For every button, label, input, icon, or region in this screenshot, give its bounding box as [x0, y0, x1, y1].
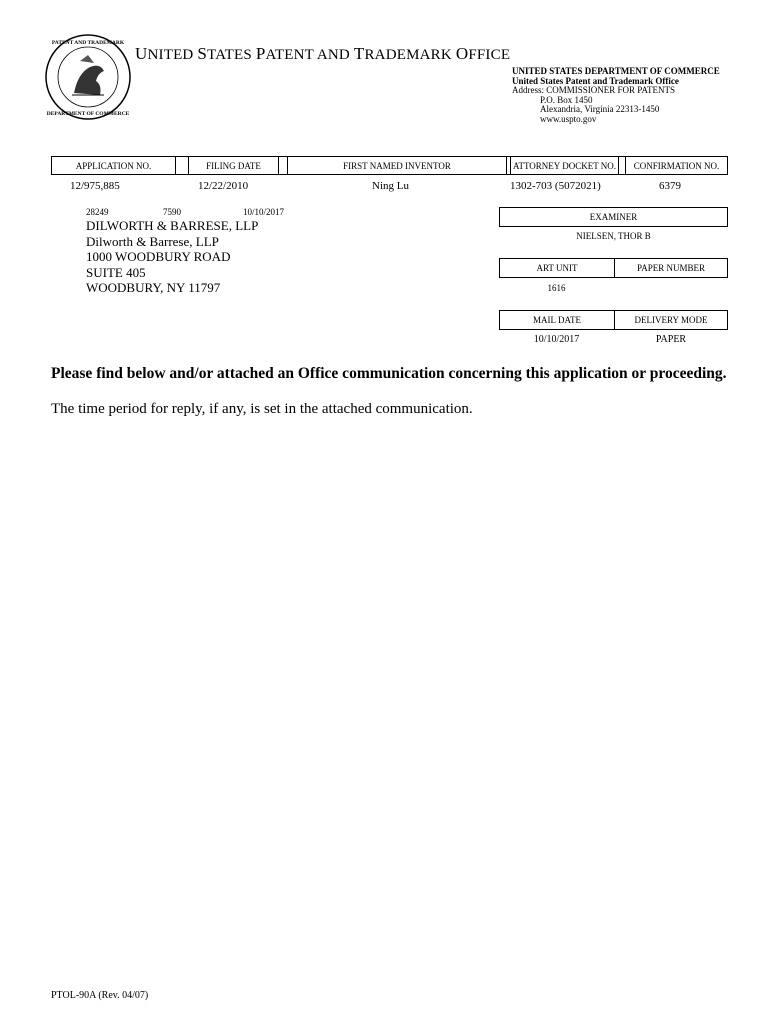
reply-period-text: The time period for reply, if any, is set in the attached communication. [51, 401, 473, 417]
address-firm: DILWORTH & BARRESE, LLP [86, 218, 259, 233]
examiner-box [499, 207, 728, 227]
mail-date-value: 10/10/2017 [533, 334, 580, 345]
address-line3: Alexandria, Virginia 22313-1450 [540, 104, 660, 114]
examiner-label: EXAMINER [589, 212, 638, 222]
office-title: UNITED STATES PATENT AND TRADEMARK OFFICE [135, 44, 511, 63]
filing-date-value: 12/22/2010 [198, 180, 249, 192]
col-confirmation-no: CONFIRMATION NO. [633, 160, 720, 171]
art-unit-label: ART UNIT [500, 259, 615, 277]
correspondence-date: 10/10/2017 [243, 207, 285, 217]
confirmation-no-value: 6379 [659, 180, 681, 192]
svg-text:DEPARTMENT OF COMMERCE: DEPARTMENT OF COMMERCE [46, 111, 130, 117]
paper-number-label: PAPER NUMBER [637, 263, 705, 273]
delivery-mode-value: PAPER [655, 334, 687, 345]
department-address [512, 67, 720, 124]
notice-text: Please find below and/or attached an Office communication concerning this application or proceeding. [51, 365, 727, 382]
form-identifier: PTOL-90A (Rev. 04/07) [51, 990, 149, 1001]
address-line1: Address: COMMISSIONER FOR PATENTS [512, 85, 675, 95]
uspto-seal-logo [44, 33, 132, 121]
address-street: 1000 WOODBURY ROAD [86, 249, 231, 264]
col-attorney-docket-no: ATTORNEY DOCKET NO. [511, 157, 619, 174]
col-filing-date: FILING DATE [189, 157, 279, 174]
mail-box [499, 310, 728, 330]
correspondence-code: 7590 [163, 207, 181, 217]
col-first-named-inventor: FIRST NAMED INVENTOR [288, 157, 507, 174]
address-suite: SUITE 405 [86, 264, 146, 280]
delivery-mode-label: DELIVERY MODE [634, 315, 708, 325]
art-unit-value: 1616 [547, 283, 566, 293]
application-no-value: 12/975,885 [70, 180, 120, 192]
svg-text:PATENT AND TRADEMARK: PATENT AND TRADEMARK [51, 40, 125, 46]
art-unit-box [499, 258, 728, 278]
department-name: UNITED STATES DEPARTMENT OF COMMERCE [512, 66, 720, 76]
examiner-value: NIELSEN, THOR B [576, 231, 651, 241]
application-info-header [51, 156, 728, 175]
address-firm-name: Dilworth & Barrese, LLP [86, 233, 219, 249]
mail-date-label: MAIL DATE [500, 311, 615, 329]
attorney-docket-value: 1302-703 (5072021) [510, 180, 601, 192]
agency-name: United States Patent and Trademark Office [512, 75, 679, 86]
address-city: WOODBURY, NY 11797 [86, 280, 221, 295]
col-application-no: APPLICATION NO. [52, 157, 176, 174]
correspondence-address [86, 218, 258, 296]
website: www.uspto.gov [540, 113, 597, 124]
inventor-value: Ning Lu [372, 180, 409, 192]
customer-number: 28249 [86, 207, 109, 217]
address-line2: P.O. Box 1450 [540, 94, 593, 105]
